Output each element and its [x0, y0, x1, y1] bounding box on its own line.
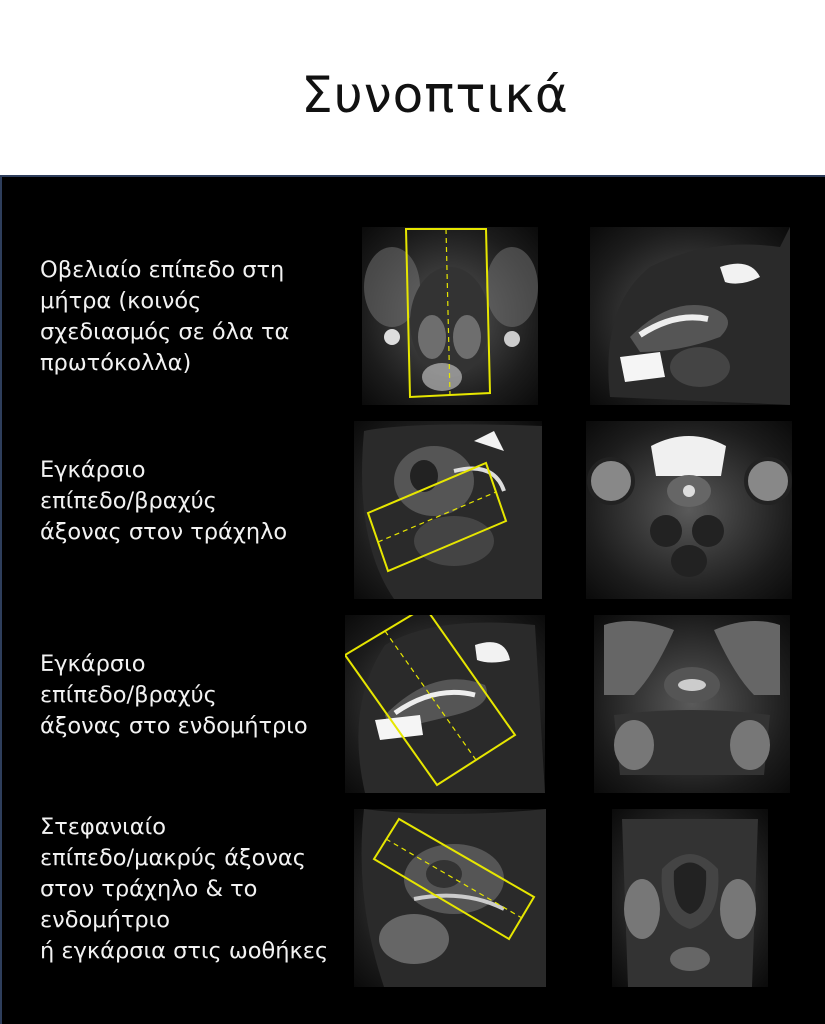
mri-cervix-planning-image	[354, 421, 542, 599]
row-3-line-3: άξονας στο ενδομήτριο	[40, 713, 308, 739]
row-1-line-1: Οβελιαίο επίπεδο στη	[40, 257, 285, 283]
row-1-line-2: μήτρα (κοινός	[40, 288, 202, 314]
row-3-line-2: επίπεδο/βραχύς	[40, 682, 217, 708]
row-2-line-2: επίπεδο/βραχύς	[40, 488, 217, 514]
row-4-line-1: Στεφανιαίο	[40, 814, 166, 840]
row-2-line-1: Εγκάρσιο	[40, 457, 146, 483]
content-panel	[0, 175, 825, 1024]
mri-axial-planning-image	[362, 227, 538, 405]
mri-coronal-result-image	[612, 809, 768, 987]
row-2-label	[40, 455, 287, 548]
row-4-line-5: ή εγκάρσια στις ωοθήκες	[40, 938, 329, 964]
row-4-label	[40, 812, 328, 967]
mri-endometrium-axial-result-image	[594, 615, 790, 793]
mri-cervix-axial-result-image	[586, 421, 792, 599]
row-4-line-4: ενδομήτριο	[40, 907, 171, 933]
row-1-label	[40, 255, 289, 379]
mri-coronal-planning-image	[354, 809, 546, 987]
row-4-line-3: στον τράχηλο & το	[40, 876, 258, 902]
mri-sagittal-result-image	[590, 227, 790, 405]
row-1-line-4: πρωτόκολλα)	[40, 350, 192, 376]
row-3-label	[40, 649, 308, 742]
slide-title: Συνοπτικά	[301, 66, 569, 124]
row-1-line-3: σχεδιασμός σε όλα τα	[40, 319, 290, 345]
mri-endometrium-planning-image	[345, 615, 545, 793]
row-3-line-1: Εγκάρσιο	[40, 651, 146, 677]
row-2-line-3: άξονας στον τράχηλο	[40, 519, 288, 545]
title-area	[0, 0, 825, 175]
row-4-line-2: επίπεδο/μακρύς άξονας	[40, 845, 306, 871]
